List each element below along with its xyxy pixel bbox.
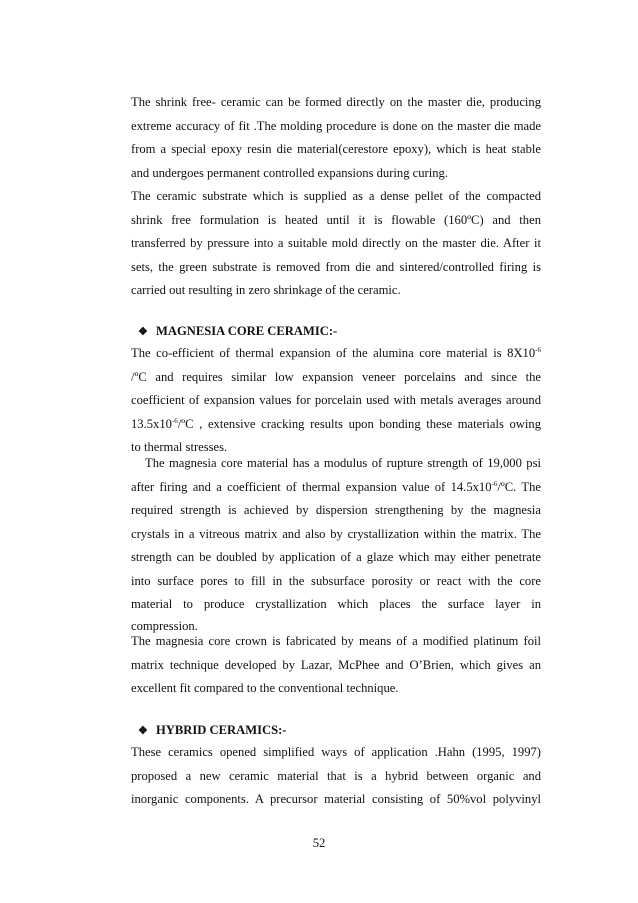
text-line: These ceramics opened simplified ways of application .Hahn (1995, 1997) [131,745,541,759]
text-line: inorganic components. A precursor material consisting of 50%vol polyvinyl [131,792,541,806]
section-heading [131,319,541,343]
superscript: -6 [491,479,498,488]
text-line: from a special epoxy resin die material(cerestore epoxy), which is heat stable [131,142,541,156]
text-line: strength can be doubled by application of a glaze which may either penetrate [131,550,541,564]
superscript: -6 [535,345,541,354]
text-line: The shrink free- ceramic can be formed directly on the master die, producing [131,95,541,109]
text-run: after firing and a coefficient of thermal expansion value of 14.5x10 [131,479,492,494]
text-line: /ºC and requires similar low expansion veneer porcelains and since the [131,369,541,384]
text-line: proposed a new ceramic material that is a hybrid between organic and [131,768,541,783]
text-run: 13.5x10 [131,416,172,431]
paragraph-shrink-free [131,91,541,185]
text-line: and undergoes permanent controlled expansions during curing. [131,165,448,180]
page-number: 52 [312,836,326,850]
section-heading-text: HYBRID CERAMICS:- [156,723,287,737]
text-line: sets, the green substrate is removed from die and sintered/controlled firing is [131,259,541,274]
text-line: excellent fit compared to the conventional technique. [131,681,399,695]
section-heading [131,718,541,742]
text-line: The ceramic substrate which is supplied as a dense pellet of the compacted [131,189,541,203]
paragraph-hybrid [131,741,541,812]
paragraph-magnesia-strength [131,452,541,636]
text-line: coefficient of expansion values for porcelain used with metals averages around [131,393,541,407]
text-line: required strength is achieved by dispersion strengthening by the magnesia [131,503,541,517]
text-line: into surface pores to fill in the subsurface porosity or react with the core [131,573,541,588]
superscript: -6 [171,416,178,425]
text-line: transferred by pressure into a suitable mold directly on the master die. After it [131,236,541,250]
text-line: crystals in a vitreous matrix and also by crystallization within the matrix. The [131,526,541,541]
heading-hybrid-ceramics [131,718,541,742]
text-line: The magnesia core material has a modulus of rupture strength of 19,000 psi [145,456,541,470]
text-line [131,413,541,437]
text-line: shrink free formulation is heated until it is flowable (160ºC) and then [131,212,541,227]
text-line: to thermal stresses. [131,440,228,454]
text-line: carried out resulting in zero shrinkage of the ceramic. [131,283,401,297]
text-run: /ºC , extensive cracking results upon bonding these materials owing [177,416,541,431]
paragraph-magnesia-crown [131,630,541,701]
text-run: The co-efficient of thermal expansion of the alumina core material is 8X10 [131,346,536,360]
text-line: material to produce crystallization which places the surface layer in [131,597,541,611]
section-heading-text: MAGNESIA CORE CERAMIC:- [156,324,338,338]
text-line: compression. [131,618,198,633]
text-line: The magnesia core crown is fabricated by means of a modified platinum foil [131,634,541,648]
paragraph-thermal-expansion [131,342,541,460]
text-line [131,476,541,500]
paragraph-ceramic-substrate [131,185,541,303]
text-line: matrix technique developed by Lazar, McPhee and O’Brien, which gives an [131,657,541,672]
diamond-bullet-icon: ❖ [138,326,148,338]
text-line: extreme accuracy of fit .The molding procedure is done on the master die made [131,118,541,133]
text-run: /ºC. The [497,479,542,494]
text-line [131,342,541,366]
diamond-bullet-icon: ❖ [138,725,148,737]
heading-magnesia-core [131,319,541,343]
